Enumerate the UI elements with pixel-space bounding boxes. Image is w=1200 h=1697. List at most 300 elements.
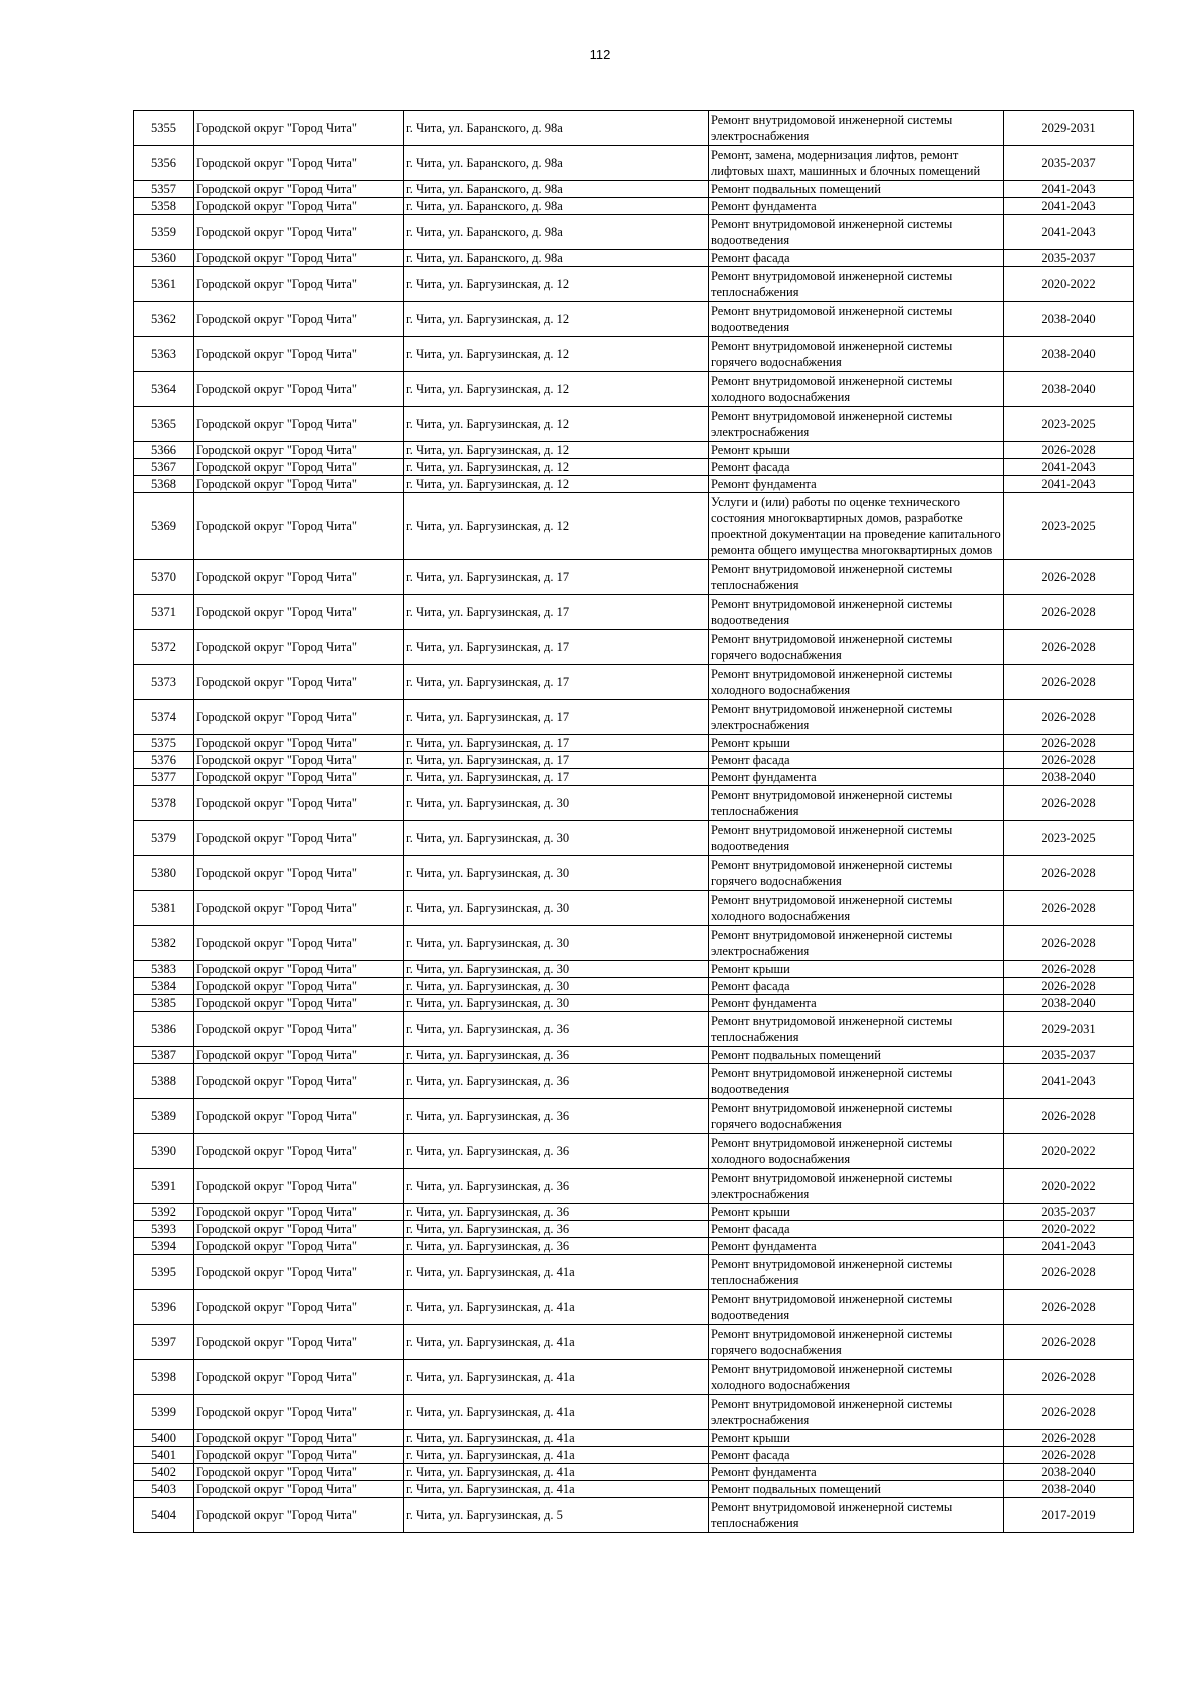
row-number: 5362 — [134, 302, 194, 337]
period-cell: 2041-2043 — [1004, 1064, 1134, 1099]
address-cell: г. Чита, ул. Баргузинская, д. 41а — [404, 1255, 709, 1290]
table-row — [134, 735, 1134, 752]
table-row — [134, 372, 1134, 407]
table-row — [134, 493, 1134, 560]
address-cell: г. Чита, ул. Баргузинская, д. 12 — [404, 407, 709, 442]
municipality-cell: Городской округ "Город Чита" — [194, 1498, 404, 1533]
row-number: 5360 — [134, 250, 194, 267]
municipality-cell: Городской округ "Город Чита" — [194, 1430, 404, 1447]
period-cell: 2038-2040 — [1004, 769, 1134, 786]
period-cell: 2026-2028 — [1004, 1395, 1134, 1430]
row-number: 5400 — [134, 1430, 194, 1447]
period-cell: 2026-2028 — [1004, 1430, 1134, 1447]
table-row — [134, 595, 1134, 630]
period-cell: 2026-2028 — [1004, 926, 1134, 961]
work-type-cell: Ремонт внутридомовой инженерной системы водоотведения — [709, 821, 1004, 856]
work-type-cell: Ремонт внутридомовой инженерной системы водоотведения — [709, 215, 1004, 250]
period-cell: 2026-2028 — [1004, 442, 1134, 459]
period-cell: 2026-2028 — [1004, 560, 1134, 595]
address-cell: г. Чита, ул. Баргузинская, д. 17 — [404, 700, 709, 735]
work-type-cell: Ремонт подвальных помещений — [709, 1481, 1004, 1498]
table-row — [134, 1464, 1134, 1481]
table-row — [134, 1134, 1134, 1169]
period-cell: 2038-2040 — [1004, 1481, 1134, 1498]
municipality-cell: Городской округ "Город Чита" — [194, 146, 404, 181]
address-cell: г. Чита, ул. Баргузинская, д. 17 — [404, 630, 709, 665]
table-row — [134, 1047, 1134, 1064]
table-row — [134, 337, 1134, 372]
row-number: 5376 — [134, 752, 194, 769]
address-cell: г. Чита, ул. Баргузинская, д. 36 — [404, 1221, 709, 1238]
period-cell: 2026-2028 — [1004, 1447, 1134, 1464]
row-number: 5372 — [134, 630, 194, 665]
municipality-cell: Городской округ "Город Чита" — [194, 372, 404, 407]
page-number: 112 — [589, 47, 611, 62]
table-row — [134, 1360, 1134, 1395]
table-row — [134, 1290, 1134, 1325]
table-row — [134, 1447, 1134, 1464]
work-type-cell: Ремонт подвальных помещений — [709, 1047, 1004, 1064]
municipality-cell: Городской округ "Город Чита" — [194, 786, 404, 821]
row-number: 5361 — [134, 267, 194, 302]
table-row — [134, 1204, 1134, 1221]
period-cell: 2026-2028 — [1004, 700, 1134, 735]
municipality-cell: Городской округ "Город Чита" — [194, 856, 404, 891]
period-cell: 2026-2028 — [1004, 891, 1134, 926]
address-cell: г. Чита, ул. Баргузинская, д. 36 — [404, 1047, 709, 1064]
work-type-cell: Ремонт внутридомовой инженерной системы электроснабжения — [709, 700, 1004, 735]
address-cell: г. Чита, ул. Баргузинская, д. 12 — [404, 372, 709, 407]
municipality-cell: Городской округ "Город Чита" — [194, 442, 404, 459]
table-row — [134, 1099, 1134, 1134]
period-cell: 2023-2025 — [1004, 821, 1134, 856]
address-cell: г. Чита, ул. Баргузинская, д. 30 — [404, 978, 709, 995]
row-number: 5396 — [134, 1290, 194, 1325]
municipality-cell: Городской округ "Город Чита" — [194, 1134, 404, 1169]
work-type-cell: Ремонт фундамента — [709, 476, 1004, 493]
table-row — [134, 700, 1134, 735]
table-row — [134, 1395, 1134, 1430]
table-row — [134, 1498, 1134, 1533]
work-type-cell: Ремонт фундамента — [709, 995, 1004, 1012]
municipality-cell: Городской округ "Город Чита" — [194, 1360, 404, 1395]
work-type-cell: Ремонт фундамента — [709, 198, 1004, 215]
work-type-cell: Ремонт крыши — [709, 735, 1004, 752]
municipality-cell: Городской округ "Город Чита" — [194, 1255, 404, 1290]
address-cell: г. Чита, ул. Баргузинская, д. 36 — [404, 1064, 709, 1099]
work-type-cell: Ремонт внутридомовой инженерной системы электроснабжения — [709, 407, 1004, 442]
period-cell: 2020-2022 — [1004, 267, 1134, 302]
row-number: 5393 — [134, 1221, 194, 1238]
table-row — [134, 1255, 1134, 1290]
work-type-cell: Ремонт внутридомовой инженерной системы холодного водоснабжения — [709, 891, 1004, 926]
address-cell: г. Чита, ул. Баргузинская, д. 12 — [404, 302, 709, 337]
period-cell: 2026-2028 — [1004, 856, 1134, 891]
row-number: 5367 — [134, 459, 194, 476]
work-type-cell: Ремонт фасада — [709, 1221, 1004, 1238]
period-cell: 2041-2043 — [1004, 181, 1134, 198]
period-cell: 2041-2043 — [1004, 1238, 1134, 1255]
row-number: 5392 — [134, 1204, 194, 1221]
row-number: 5386 — [134, 1012, 194, 1047]
table-row — [134, 665, 1134, 700]
address-cell: г. Чита, ул. Баранского, д. 98а — [404, 250, 709, 267]
period-cell: 2038-2040 — [1004, 372, 1134, 407]
row-number: 5395 — [134, 1255, 194, 1290]
row-number: 5375 — [134, 735, 194, 752]
row-number: 5369 — [134, 493, 194, 560]
municipality-cell: Городской округ "Город Чита" — [194, 407, 404, 442]
work-type-cell: Ремонт внутридомовой инженерной системы теплоснабжения — [709, 1498, 1004, 1533]
work-type-cell: Ремонт фундамента — [709, 769, 1004, 786]
row-number: 5381 — [134, 891, 194, 926]
address-cell: г. Чита, ул. Баргузинская, д. 12 — [404, 476, 709, 493]
address-cell: г. Чита, ул. Баргузинская, д. 36 — [404, 1238, 709, 1255]
address-cell: г. Чита, ул. Баргузинская, д. 41а — [404, 1395, 709, 1430]
row-number: 5404 — [134, 1498, 194, 1533]
municipality-cell: Городской округ "Город Чита" — [194, 302, 404, 337]
work-type-cell: Ремонт внутридомовой инженерной системы горячего водоснабжения — [709, 1325, 1004, 1360]
municipality-cell: Городской округ "Город Чита" — [194, 926, 404, 961]
row-number: 5385 — [134, 995, 194, 1012]
row-number: 5382 — [134, 926, 194, 961]
row-number: 5356 — [134, 146, 194, 181]
municipality-cell: Городской округ "Город Чита" — [194, 1047, 404, 1064]
work-type-cell: Ремонт внутридомовой инженерной системы теплоснабжения — [709, 267, 1004, 302]
work-type-cell: Услуги и (или) работы по оценке технического состояния многоквартирных домов, разработке проектной документации на проведение капитального ремонта общего имущества многоквартирных домов — [709, 493, 1004, 560]
period-cell: 2026-2028 — [1004, 978, 1134, 995]
municipality-cell: Городской округ "Город Чита" — [194, 769, 404, 786]
table-row — [134, 856, 1134, 891]
row-number: 5368 — [134, 476, 194, 493]
address-cell: г. Чита, ул. Баргузинская, д. 12 — [404, 493, 709, 560]
address-cell: г. Чита, ул. Баргузинская, д. 36 — [404, 1134, 709, 1169]
work-type-cell: Ремонт фасада — [709, 978, 1004, 995]
work-type-cell: Ремонт внутридомовой инженерной системы горячего водоснабжения — [709, 856, 1004, 891]
period-cell: 2026-2028 — [1004, 735, 1134, 752]
period-cell: 2020-2022 — [1004, 1221, 1134, 1238]
work-type-cell: Ремонт внутридомовой инженерной системы холодного водоснабжения — [709, 1134, 1004, 1169]
row-number: 5358 — [134, 198, 194, 215]
address-cell: г. Чита, ул. Баргузинская, д. 5 — [404, 1498, 709, 1533]
work-type-cell: Ремонт внутридомовой инженерной системы теплоснабжения — [709, 1255, 1004, 1290]
period-cell: 2041-2043 — [1004, 476, 1134, 493]
address-cell: г. Чита, ул. Баргузинская, д. 17 — [404, 735, 709, 752]
municipality-cell: Городской округ "Город Чита" — [194, 267, 404, 302]
work-type-cell: Ремонт внутридомовой инженерной системы электроснабжения — [709, 926, 1004, 961]
work-type-cell: Ремонт фасада — [709, 752, 1004, 769]
municipality-cell: Городской округ "Город Чита" — [194, 752, 404, 769]
table-row — [134, 198, 1134, 215]
municipality-cell: Городской округ "Город Чита" — [194, 1481, 404, 1498]
address-cell: г. Чита, ул. Баргузинская, д. 41а — [404, 1360, 709, 1395]
work-type-cell: Ремонт внутридомовой инженерной системы электроснабжения — [709, 1395, 1004, 1430]
row-number: 5355 — [134, 111, 194, 146]
table-row — [134, 821, 1134, 856]
work-type-cell: Ремонт фундамента — [709, 1464, 1004, 1481]
municipality-cell: Городской округ "Город Чита" — [194, 250, 404, 267]
row-number: 5399 — [134, 1395, 194, 1430]
table-row — [134, 1221, 1134, 1238]
period-cell: 2026-2028 — [1004, 1325, 1134, 1360]
address-cell: г. Чита, ул. Баргузинская, д. 12 — [404, 459, 709, 476]
municipality-cell: Городской округ "Город Чита" — [194, 111, 404, 146]
period-cell: 2017-2019 — [1004, 1498, 1134, 1533]
municipality-cell: Городской округ "Город Чита" — [194, 459, 404, 476]
municipality-cell: Городской округ "Город Чита" — [194, 1325, 404, 1360]
table-row — [134, 181, 1134, 198]
municipality-cell: Городской округ "Город Чита" — [194, 891, 404, 926]
address-cell: г. Чита, ул. Баргузинская, д. 41а — [404, 1447, 709, 1464]
municipality-cell: Городской округ "Город Чита" — [194, 700, 404, 735]
period-cell: 2026-2028 — [1004, 665, 1134, 700]
table-row — [134, 978, 1134, 995]
address-cell: г. Чита, ул. Баргузинская, д. 30 — [404, 926, 709, 961]
row-number: 5401 — [134, 1447, 194, 1464]
municipality-cell: Городской округ "Город Чита" — [194, 995, 404, 1012]
row-number: 5364 — [134, 372, 194, 407]
work-type-cell: Ремонт крыши — [709, 1430, 1004, 1447]
period-cell: 2023-2025 — [1004, 407, 1134, 442]
municipality-cell: Городской округ "Город Чита" — [194, 665, 404, 700]
table-row — [134, 1012, 1134, 1047]
municipality-cell: Городской округ "Город Чита" — [194, 1447, 404, 1464]
period-cell: 2026-2028 — [1004, 1255, 1134, 1290]
work-type-cell: Ремонт крыши — [709, 961, 1004, 978]
municipality-cell: Городской округ "Город Чита" — [194, 978, 404, 995]
address-cell: г. Чита, ул. Баргузинская, д. 12 — [404, 267, 709, 302]
municipality-cell: Городской округ "Город Чита" — [194, 560, 404, 595]
period-cell: 2026-2028 — [1004, 961, 1134, 978]
work-type-cell: Ремонт внутридомовой инженерной системы электроснабжения — [709, 1169, 1004, 1204]
table-row — [134, 1169, 1134, 1204]
municipality-cell: Городской округ "Город Чита" — [194, 961, 404, 978]
address-cell: г. Чита, ул. Баргузинская, д. 36 — [404, 1204, 709, 1221]
municipality-cell: Городской округ "Город Чита" — [194, 215, 404, 250]
row-number: 5378 — [134, 786, 194, 821]
row-number: 5380 — [134, 856, 194, 891]
work-type-cell: Ремонт подвальных помещений — [709, 181, 1004, 198]
row-number: 5357 — [134, 181, 194, 198]
table-row — [134, 560, 1134, 595]
table-row — [134, 146, 1134, 181]
table-row — [134, 891, 1134, 926]
period-cell: 2026-2028 — [1004, 630, 1134, 665]
period-cell: 2035-2037 — [1004, 1047, 1134, 1064]
municipality-cell: Городской округ "Город Чита" — [194, 735, 404, 752]
row-number: 5370 — [134, 560, 194, 595]
municipality-cell: Городской округ "Город Чита" — [194, 1204, 404, 1221]
municipality-cell: Городской округ "Город Чита" — [194, 1169, 404, 1204]
period-cell: 2026-2028 — [1004, 752, 1134, 769]
table-body — [134, 111, 1134, 1533]
table-row — [134, 459, 1134, 476]
municipality-cell: Городской округ "Город Чита" — [194, 1064, 404, 1099]
period-cell: 2038-2040 — [1004, 302, 1134, 337]
address-cell: г. Чита, ул. Баргузинская, д. 36 — [404, 1169, 709, 1204]
period-cell: 2029-2031 — [1004, 1012, 1134, 1047]
work-type-cell: Ремонт внутридомовой инженерной системы электроснабжения — [709, 111, 1004, 146]
address-cell: г. Чита, ул. Баргузинская, д. 17 — [404, 769, 709, 786]
address-cell: г. Чита, ул. Баргузинская, д. 30 — [404, 786, 709, 821]
period-cell: 2041-2043 — [1004, 215, 1134, 250]
period-cell: 2035-2037 — [1004, 146, 1134, 181]
period-cell: 2038-2040 — [1004, 337, 1134, 372]
row-number: 5365 — [134, 407, 194, 442]
municipality-cell: Городской округ "Город Чита" — [194, 198, 404, 215]
municipality-cell: Городской округ "Город Чита" — [194, 630, 404, 665]
table-row — [134, 1430, 1134, 1447]
table-row — [134, 250, 1134, 267]
work-type-cell: Ремонт фасада — [709, 250, 1004, 267]
municipality-cell: Городской округ "Город Чита" — [194, 1395, 404, 1430]
work-type-cell: Ремонт крыши — [709, 442, 1004, 459]
work-type-cell: Ремонт внутридомовой инженерной системы водоотведения — [709, 302, 1004, 337]
work-type-cell: Ремонт внутридомовой инженерной системы холодного водоснабжения — [709, 372, 1004, 407]
table-row — [134, 1238, 1134, 1255]
table-row — [134, 926, 1134, 961]
work-type-cell: Ремонт, замена, модернизация лифтов, ремонт лифтовых шахт, машинных и блочных помещений — [709, 146, 1004, 181]
work-type-cell: Ремонт внутридомовой инженерной системы теплоснабжения — [709, 786, 1004, 821]
row-number: 5373 — [134, 665, 194, 700]
row-number: 5366 — [134, 442, 194, 459]
work-type-cell: Ремонт внутридомовой инженерной системы горячего водоснабжения — [709, 630, 1004, 665]
address-cell: г. Чита, ул. Баргузинская, д. 17 — [404, 560, 709, 595]
period-cell: 2041-2043 — [1004, 198, 1134, 215]
row-number: 5391 — [134, 1169, 194, 1204]
period-cell: 2026-2028 — [1004, 1099, 1134, 1134]
municipality-cell: Городской округ "Город Чита" — [194, 1464, 404, 1481]
row-number: 5397 — [134, 1325, 194, 1360]
period-cell: 2029-2031 — [1004, 111, 1134, 146]
address-cell: г. Чита, ул. Баранского, д. 98а — [404, 198, 709, 215]
table-row — [134, 1064, 1134, 1099]
period-cell: 2020-2022 — [1004, 1134, 1134, 1169]
work-type-cell: Ремонт фундамента — [709, 1238, 1004, 1255]
municipality-cell: Городской округ "Город Чита" — [194, 1099, 404, 1134]
row-number: 5371 — [134, 595, 194, 630]
address-cell: г. Чита, ул. Баргузинская, д. 36 — [404, 1012, 709, 1047]
row-number: 5377 — [134, 769, 194, 786]
table-row — [134, 786, 1134, 821]
work-type-cell: Ремонт внутридомовой инженерной системы горячего водоснабжения — [709, 1099, 1004, 1134]
municipality-cell: Городской округ "Город Чита" — [194, 1221, 404, 1238]
table-row — [134, 442, 1134, 459]
address-cell: г. Чита, ул. Баргузинская, д. 41а — [404, 1430, 709, 1447]
address-cell: г. Чита, ул. Баргузинская, д. 17 — [404, 665, 709, 700]
period-cell: 2035-2037 — [1004, 250, 1134, 267]
table-row — [134, 1481, 1134, 1498]
municipality-cell: Городской округ "Город Чита" — [194, 1012, 404, 1047]
address-cell: г. Чита, ул. Баргузинская, д. 30 — [404, 995, 709, 1012]
address-cell: г. Чита, ул. Баргузинская, д. 41а — [404, 1290, 709, 1325]
period-cell: 2038-2040 — [1004, 995, 1134, 1012]
period-cell: 2026-2028 — [1004, 1360, 1134, 1395]
address-cell: г. Чита, ул. Баргузинская, д. 41а — [404, 1464, 709, 1481]
table-row — [134, 302, 1134, 337]
row-number: 5403 — [134, 1481, 194, 1498]
table-row — [134, 215, 1134, 250]
period-cell: 2023-2025 — [1004, 493, 1134, 560]
period-cell: 2026-2028 — [1004, 786, 1134, 821]
table-row — [134, 111, 1134, 146]
address-cell: г. Чита, ул. Баранского, д. 98а — [404, 111, 709, 146]
period-cell: 2026-2028 — [1004, 595, 1134, 630]
work-type-cell: Ремонт внутридомовой инженерной системы холодного водоснабжения — [709, 1360, 1004, 1395]
address-cell: г. Чита, ул. Баргузинская, д. 41а — [404, 1481, 709, 1498]
address-cell: г. Чита, ул. Баргузинская, д. 17 — [404, 752, 709, 769]
address-cell: г. Чита, ул. Баргузинская, д. 30 — [404, 856, 709, 891]
table-row — [134, 961, 1134, 978]
period-cell: 2038-2040 — [1004, 1464, 1134, 1481]
row-number: 5394 — [134, 1238, 194, 1255]
row-number: 5383 — [134, 961, 194, 978]
row-number: 5388 — [134, 1064, 194, 1099]
municipality-cell: Городской округ "Город Чита" — [194, 493, 404, 560]
row-number: 5374 — [134, 700, 194, 735]
capital-repair-table — [133, 110, 1134, 1533]
address-cell: г. Чита, ул. Баргузинская, д. 30 — [404, 961, 709, 978]
municipality-cell: Городской округ "Город Чита" — [194, 337, 404, 372]
row-number: 5363 — [134, 337, 194, 372]
work-type-cell: Ремонт внутридомовой инженерной системы водоотведения — [709, 1064, 1004, 1099]
work-type-cell: Ремонт внутридомовой инженерной системы водоотведения — [709, 1290, 1004, 1325]
municipality-cell: Городской округ "Город Чита" — [194, 476, 404, 493]
address-cell: г. Чита, ул. Баргузинская, д. 30 — [404, 891, 709, 926]
row-number: 5384 — [134, 978, 194, 995]
municipality-cell: Городской округ "Город Чита" — [194, 1238, 404, 1255]
work-type-cell: Ремонт фасада — [709, 1447, 1004, 1464]
address-cell: г. Чита, ул. Баргузинская, д. 36 — [404, 1099, 709, 1134]
work-type-cell: Ремонт внутридомовой инженерной системы теплоснабжения — [709, 560, 1004, 595]
period-cell: 2020-2022 — [1004, 1169, 1134, 1204]
table-row — [134, 1325, 1134, 1360]
work-type-cell: Ремонт внутридомовой инженерной системы водоотведения — [709, 595, 1004, 630]
address-cell: г. Чита, ул. Баргузинская, д. 17 — [404, 595, 709, 630]
work-type-cell: Ремонт внутридомовой инженерной системы теплоснабжения — [709, 1012, 1004, 1047]
row-number: 5379 — [134, 821, 194, 856]
table-row — [134, 752, 1134, 769]
row-number: 5398 — [134, 1360, 194, 1395]
address-cell: г. Чита, ул. Баранского, д. 98а — [404, 215, 709, 250]
address-cell: г. Чита, ул. Баргузинская, д. 12 — [404, 337, 709, 372]
period-cell: 2041-2043 — [1004, 459, 1134, 476]
table-row — [134, 769, 1134, 786]
row-number: 5390 — [134, 1134, 194, 1169]
address-cell: г. Чита, ул. Баргузинская, д. 30 — [404, 821, 709, 856]
period-cell: 2035-2037 — [1004, 1204, 1134, 1221]
work-type-cell: Ремонт фасада — [709, 459, 1004, 476]
municipality-cell: Городской округ "Город Чита" — [194, 595, 404, 630]
row-number: 5389 — [134, 1099, 194, 1134]
period-cell: 2026-2028 — [1004, 1290, 1134, 1325]
table-row — [134, 407, 1134, 442]
municipality-cell: Городской округ "Город Чита" — [194, 181, 404, 198]
row-number: 5402 — [134, 1464, 194, 1481]
table-row — [134, 630, 1134, 665]
address-cell: г. Чита, ул. Баранского, д. 98а — [404, 146, 709, 181]
municipality-cell: Городской округ "Город Чита" — [194, 821, 404, 856]
work-type-cell: Ремонт крыши — [709, 1204, 1004, 1221]
table-row — [134, 267, 1134, 302]
address-cell: г. Чита, ул. Баргузинская, д. 41а — [404, 1325, 709, 1360]
address-cell: г. Чита, ул. Баргузинская, д. 12 — [404, 442, 709, 459]
table-row — [134, 476, 1134, 493]
work-type-cell: Ремонт внутридомовой инженерной системы горячего водоснабжения — [709, 337, 1004, 372]
row-number: 5387 — [134, 1047, 194, 1064]
table-row — [134, 995, 1134, 1012]
row-number: 5359 — [134, 215, 194, 250]
